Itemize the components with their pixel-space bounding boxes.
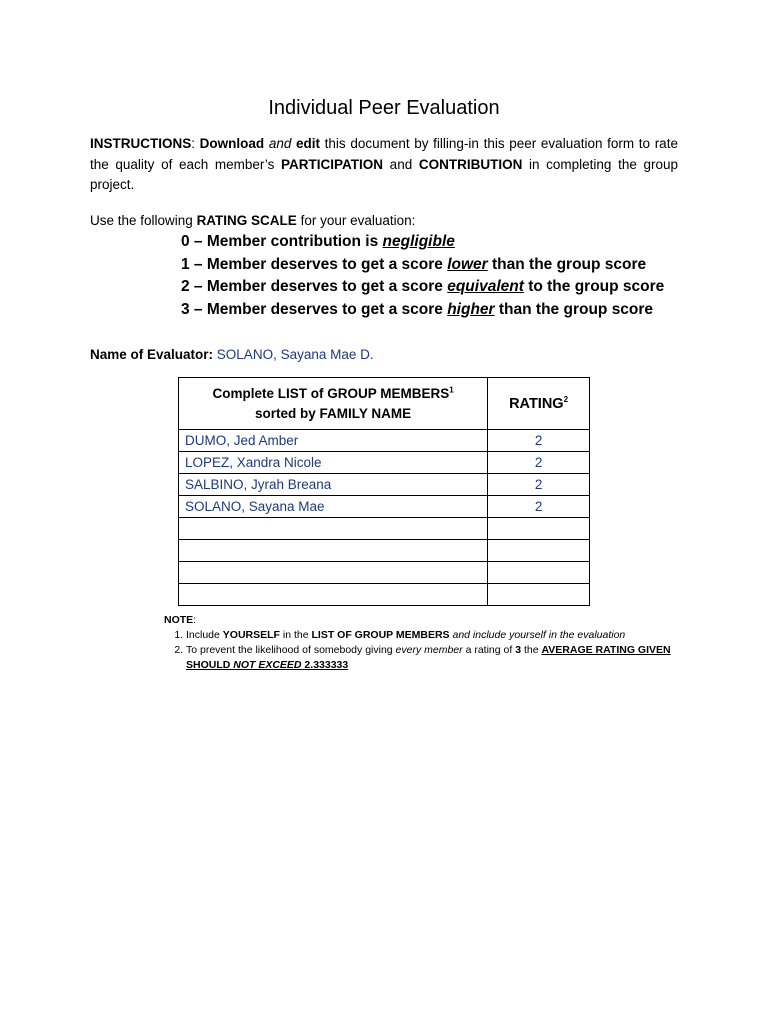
member-name-cell[interactable] xyxy=(179,518,488,540)
rating-scale-item: 3 – Member deserves to get a score higher than the group score xyxy=(181,300,654,318)
rating-cell[interactable]: 2 xyxy=(488,474,590,496)
rating-column-header: RATING$^2$ xyxy=(488,378,590,430)
page-title: Individual Peer Evaluation xyxy=(268,97,500,119)
word-participation: PARTICIPATION xyxy=(281,156,384,172)
rating-cell[interactable]: 2 xyxy=(488,496,590,518)
rating-cell[interactable] xyxy=(488,540,590,562)
instructions-paragraph: INSTRUCTIONS: Download and edit this document by filling-in this peer evaluation form to rate the quality of each member’s PARTICIPATION and CONTRIBUTION in completing the group project. xyxy=(90,136,679,192)
word-edit: edit xyxy=(296,136,321,151)
word-download: Download xyxy=(199,136,265,151)
table-row xyxy=(179,430,590,452)
notes-list xyxy=(164,628,684,673)
evaluator-line: Name of Evaluator: SOLANO, Sayana Mae D. xyxy=(90,347,374,362)
rating-scale-item: 0 – Member contribution is negligible xyxy=(181,233,455,250)
rating-cell[interactable] xyxy=(488,584,590,606)
member-name-cell[interactable]: DUMO, Jed Amber xyxy=(179,430,488,452)
table-row xyxy=(179,496,590,518)
rating-cell[interactable]: 2 xyxy=(488,430,590,452)
table-row xyxy=(179,474,590,496)
rating-cell[interactable] xyxy=(488,518,590,540)
member-name-cell[interactable]: SOLANO, Sayana Mae xyxy=(179,496,488,518)
rating-scale-item: 1 – Member deserves to get a score lower than the group score xyxy=(181,255,647,273)
rating-scale-list xyxy=(181,231,721,321)
table-row xyxy=(179,584,590,606)
member-name-cell[interactable]: SALBINO, Jyrah Breana xyxy=(179,474,488,496)
word-and: and xyxy=(268,136,292,151)
member-name-cell[interactable] xyxy=(179,584,488,606)
word-contribution: CONTRIBUTION xyxy=(418,156,523,172)
members-column-header: Complete LIST of GROUP MEMBERS$^1$ sorted by FAMILY NAME xyxy=(179,378,488,430)
table-row xyxy=(179,540,590,562)
notes-heading: NOTE: xyxy=(164,614,197,626)
note-item: 1. Include YOURSELF in the LIST OF GROUP MEMBERS and include yourself in the evaluation xyxy=(186,628,684,643)
instructions-label: INSTRUCTIONS xyxy=(90,136,192,151)
member-name-cell[interactable]: LOPEZ, Xandra Nicole xyxy=(179,452,488,474)
notes-section xyxy=(164,613,684,673)
rating-scale-item: 2 – Member deserves to get a score equivalent to the group score xyxy=(181,278,665,295)
table-header-row xyxy=(179,378,590,430)
rating-cell[interactable] xyxy=(488,562,590,584)
member-name-cell[interactable] xyxy=(179,562,488,584)
rating-cell[interactable]: 2 xyxy=(488,452,590,474)
evaluator-label: Name of Evaluator xyxy=(90,347,209,362)
table-row xyxy=(179,518,590,540)
rating-scale-intro: Use the following RATING SCALE for your evaluation: xyxy=(90,213,416,228)
table-row xyxy=(179,452,590,474)
member-name-cell[interactable] xyxy=(179,540,488,562)
table-row xyxy=(179,562,590,584)
peer-evaluation-table xyxy=(178,377,590,606)
evaluator-name-field[interactable]: SOLANO, Sayana Mae D. xyxy=(216,347,374,362)
note-item: 2. To prevent the likelihood of somebody giving every member a rating of 3 the AVERAGE RATING GIVEN SHOULD NOT EXCEED 2.333333 xyxy=(186,643,684,673)
